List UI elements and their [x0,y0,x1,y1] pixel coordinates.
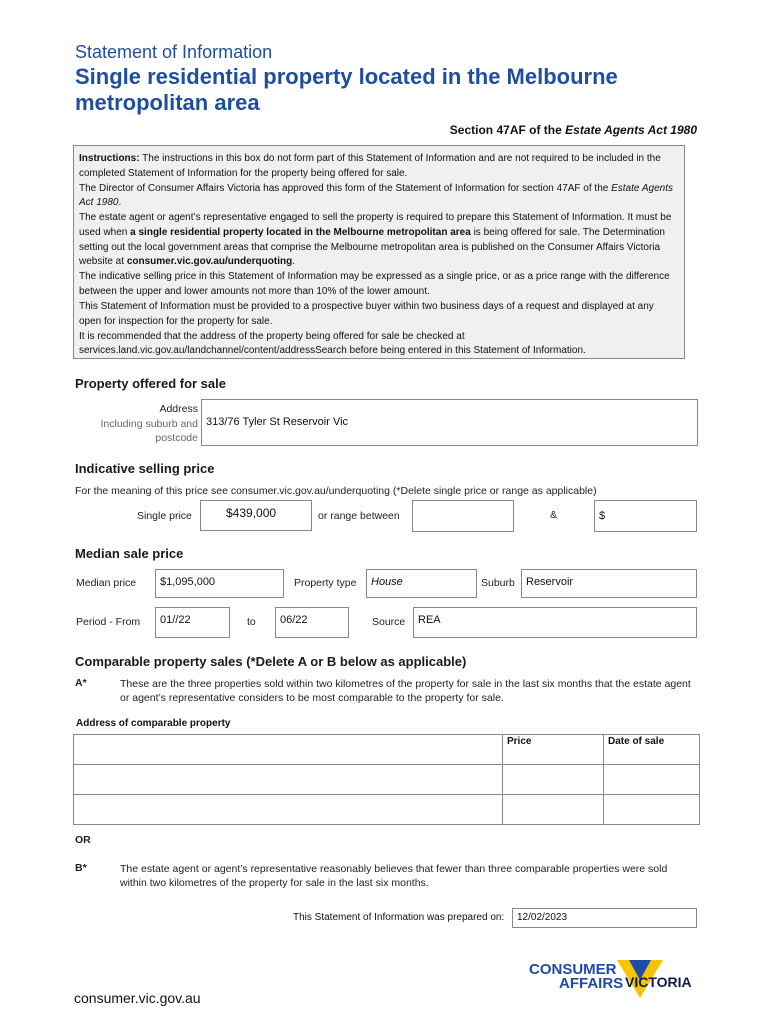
property-heading: Property offered for sale [75,376,226,391]
footer-url: consumer.vic.gov.au [74,990,201,1006]
address-cell[interactable] [74,795,503,825]
range-low-field[interactable] [412,500,514,532]
option-a-label: A* [75,677,87,689]
price-header: Price [503,735,604,765]
table-row [74,795,700,825]
date-header: Date of sale [604,735,700,765]
date-cell[interactable] [604,765,700,795]
range-high-field[interactable]: $ [594,500,697,532]
or-label: OR [75,834,91,846]
median-heading: Median sale price [75,546,184,561]
address-cell[interactable] [74,735,503,765]
option-a-text: These are the three properties sold within two kilometres of the property for sale in the last six months that the estate agent or agent’s representative considers to be most comparable to the property for sale. [120,678,691,704]
option-b-text: The estate agent or agent’s representative reasonably believes that fewer than three comparable properties were sold within two kilometres of the property for sale in the last six months. [120,863,668,889]
prepared-label: This Statement of Information was prepared on: [293,912,505,923]
indicative-heading: Indicative selling price [75,461,215,476]
option-b-label: B* [75,862,87,874]
comparable-heading: Comparable property sales (*Delete A or B below as applicable) [75,654,467,669]
single-price-label: Single price [137,510,192,522]
date-cell[interactable] [604,795,700,825]
address-label: Address Including suburb and postcode [100,403,198,444]
prepared-date-field[interactable]: 12/02/2023 [512,908,697,928]
median-price-label: Median price [76,577,137,589]
form-title: Single residential property located in the Melbourne metropolitan area [75,64,618,115]
section-reference: Section 47AF of the Estate Agents Act 1980 [449,123,697,137]
source-label: Source [372,616,406,628]
table-row [74,735,700,765]
single-price-field[interactable]: $439,000 [200,500,312,531]
period-to-label: to [247,616,256,628]
suburb-label: Suburb [481,577,515,589]
address-field[interactable]: 313/76 Tyler St Reservoir Vic [201,399,698,446]
source-field[interactable]: REA [413,607,697,638]
form-subtitle: Statement of Information [75,42,273,62]
period-from-field[interactable]: 01//22 [155,607,230,638]
price-cell[interactable] [503,765,604,795]
suburb-field[interactable]: Reservoir [521,569,697,598]
table-row [74,765,700,795]
range-label: or range between [318,510,400,522]
range-ampersand: & [550,509,558,521]
instructions-box: Instructions: The instructions in this box do not form part of this Statement of Information and are not required to be included in the completed Statement of Information for the property being offered for sale. The Director of Consumer Affairs Victoria has approved this form of the Statement of Information for section 47AF of the Estate Agents Act 1980. The estate agent or agent’s representative engaged to sell the property is required to prepare this Statement of Information. It must be used when a single residential property located in the Melbourne metropolitan area is being offered for sale. The Determination setting out the local government areas that comprise the Melbourne metropolitan area is published on the Consumer Affairs Victoria website at consumer.vic.gov.au/underquoting. The indicative selling price in this Statement of Information may be expressed as a single price, or as a price range with the difference between the upper and lower amounts not more than 10% of the lower amount. This Statement of Information must be provided to a prospective buyer within two business days of a request and displayed at any open for inspection for the property for sale. It is recommended that the address of the property being offered for sale be checked at services.land.vic.gov.au/landchannel/content/addressSearch before being entered in this Statement of Information. [73,145,685,359]
indicative-note: For the meaning of this price see consumer.vic.gov.au/underquoting (*Delete single price or range as applicable) [75,485,597,497]
price-cell[interactable] [503,795,604,825]
comparable-table-heading: Address of comparable property [76,718,231,729]
property-type-field[interactable]: House [366,569,477,598]
median-price-field[interactable]: $1,095,000 [155,569,284,598]
comparable-table [73,734,700,825]
address-cell[interactable] [74,765,503,795]
period-to-field[interactable]: 06/22 [275,607,349,638]
property-type-label: Property type [294,577,357,589]
period-from-label: Period - From [76,616,141,628]
consumer-affairs-victoria-logo: CONSUMER AFFAIRS VICTORIA [529,958,701,1002]
